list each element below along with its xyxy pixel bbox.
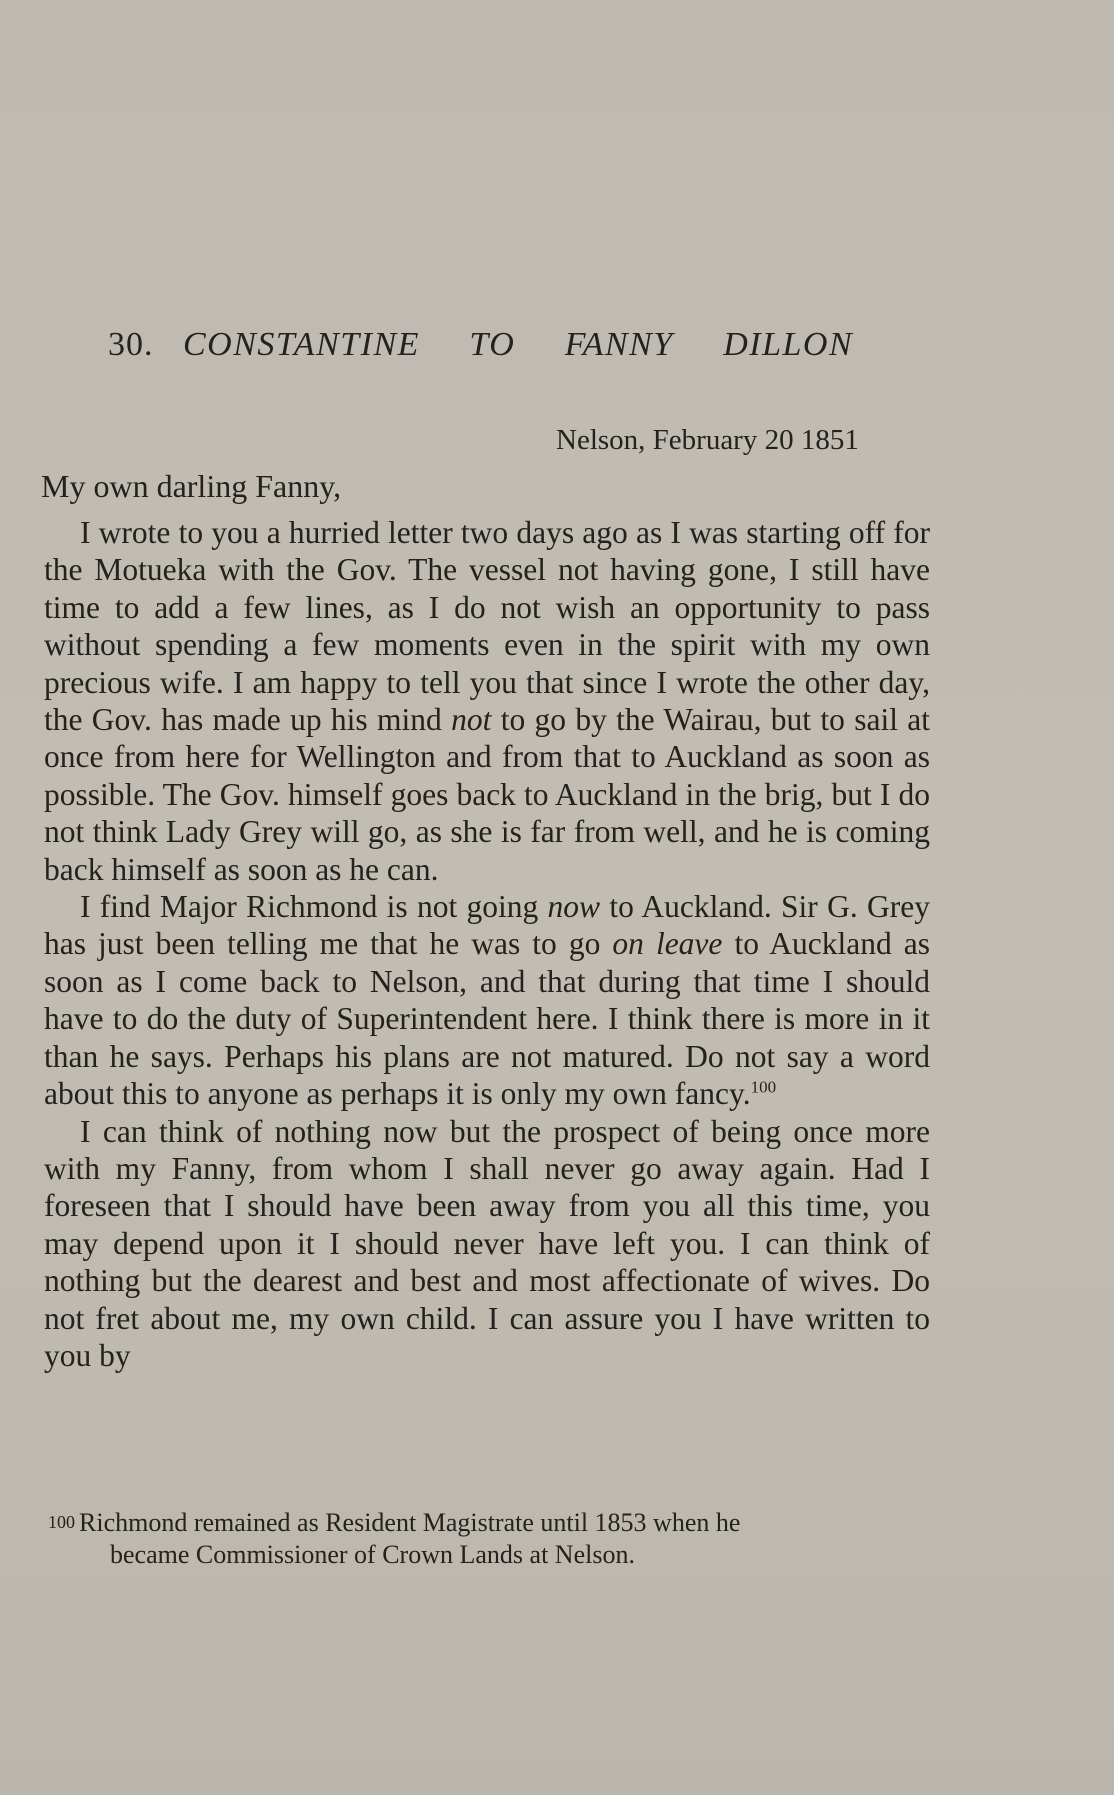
paragraph-1-text: I wrote to you a hurried letter two days ago as I was starting off for the Motueka with the Gov. The vessel not having gone, I still have time to add a few lines, as I do not wish an opportunity to pass without spending a few moments even in the spirit with my own precious wife. I am happy to tell you that since I wrote the other day, the Gov. has made up his mind: [44, 515, 930, 738]
paragraph-1-text-after: to go by the Wairau, but to sail at once from here for Wellington and from that to Auckland as soon as possible. The Gov. himself goes back to Auckland in the brig, but I do not think Lady Grey will go, as she is far from well, and he is coming back himself as soon as he can.: [44, 702, 931, 887]
paragraph-3: [44, 1113, 930, 1375]
letter-number: 30.: [108, 326, 154, 363]
paragraph-1: [44, 514, 930, 888]
heading-word-sender: CONSTANTINE: [183, 326, 420, 363]
heading-word-recipient-last: DILLON: [723, 326, 854, 363]
letter-body: [44, 514, 930, 1374]
footnote-line-1: Richmond remained as Resident Magistrate until 1853 when he: [79, 1508, 741, 1537]
paragraph-2-emphasis-2: on leave: [612, 926, 723, 962]
footnote-reference: 100: [750, 1077, 777, 1097]
letter-salutation: My own darling Fanny,: [41, 468, 342, 504]
paragraph-2-part-1: I find Major Richmond is not going: [80, 889, 548, 925]
heading-word-recipient-first: FANNY: [564, 326, 674, 363]
letter-heading: [108, 326, 853, 364]
footnote-number: 100: [48, 1512, 75, 1532]
paragraph-3-text: I can think of nothing now but the prospect of being once more with my Fanny, from whom I shall never go away again. Had I foreseen that I should have been away from you all this time, you may depend upon it I should never have left you. I can think of nothing but the dearest and best and most affectionate of wives. Do not fret about me, my own child. I can assure you I have written to you by: [44, 1113, 930, 1373]
paragraph-2: [44, 888, 930, 1112]
paragraph-2-part-3: to Auckland as soon as I come back to Nelson, and that during that time I should have to do the duty of Superintendent here. I think there is more in it than he says. Perhaps his plans are not matured. Do not say a word about this to anyone as perhaps it is only my own fancy.: [44, 926, 931, 1112]
footnote: [48, 1506, 934, 1571]
footnote-line-2: became Commissioner of Crown Lands at Nelson.: [110, 1540, 635, 1569]
paragraph-1-emphasis: not: [451, 702, 492, 738]
heading-word-to: TO: [469, 326, 516, 363]
paragraph-2-emphasis-1: now: [547, 889, 601, 925]
paragraph-2-part-2: to Auckland. Sir G. Grey has just been telling me that he was to go: [44, 889, 930, 962]
letter-dateline: Nelson, February 20 1851: [556, 424, 859, 456]
